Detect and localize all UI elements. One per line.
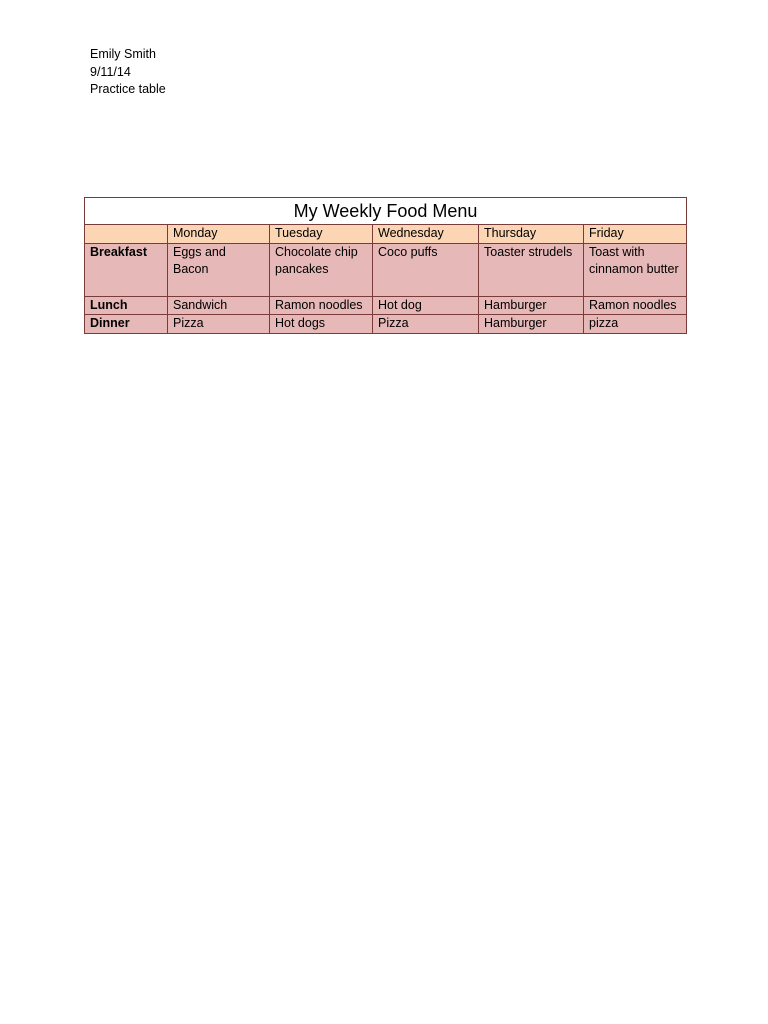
table-cell: Pizza <box>168 315 270 334</box>
day-header-wednesday: Wednesday <box>373 225 479 244</box>
table-cell: Hot dogs <box>270 315 373 334</box>
document-header <box>90 46 166 99</box>
day-header-monday: Monday <box>168 225 270 244</box>
table-cell: Hamburger <box>479 296 584 315</box>
meal-label-dinner: Dinner <box>85 315 168 334</box>
table-cell: Ramon noodles <box>584 296 687 315</box>
table-cell: Pizza <box>373 315 479 334</box>
day-header-row <box>85 225 687 244</box>
weekly-menu-table <box>84 197 687 334</box>
corner-cell <box>85 225 168 244</box>
meal-label-breakfast: Breakfast <box>85 243 168 296</box>
table-cell: Hamburger <box>479 315 584 334</box>
table-cell: Toaster strudels <box>479 243 584 296</box>
day-header-tuesday: Tuesday <box>270 225 373 244</box>
day-header-thursday: Thursday <box>479 225 584 244</box>
table-row-dinner <box>85 315 687 334</box>
table-cell: Chocolate chip pancakes <box>270 243 373 296</box>
table-cell: Hot dog <box>373 296 479 315</box>
document-date: 9/11/14 <box>90 64 131 79</box>
table-cell: Eggs and Bacon <box>168 243 270 296</box>
document-subtitle: Practice table <box>90 82 166 96</box>
table-title: My Weekly Food Menu <box>85 198 687 225</box>
table-cell: Sandwich <box>168 296 270 315</box>
day-header-friday: Friday <box>584 225 687 244</box>
table-cell: Ramon noodles <box>270 296 373 315</box>
table-row-breakfast <box>85 243 687 296</box>
table-cell: Coco puffs <box>373 243 479 296</box>
table-cell: pizza <box>584 315 687 334</box>
table-cell: Toast with cinnamon butter <box>584 243 687 296</box>
meal-label-lunch: Lunch <box>85 296 168 315</box>
author-name: Emily Smith <box>90 47 156 61</box>
table-row-lunch <box>85 296 687 315</box>
